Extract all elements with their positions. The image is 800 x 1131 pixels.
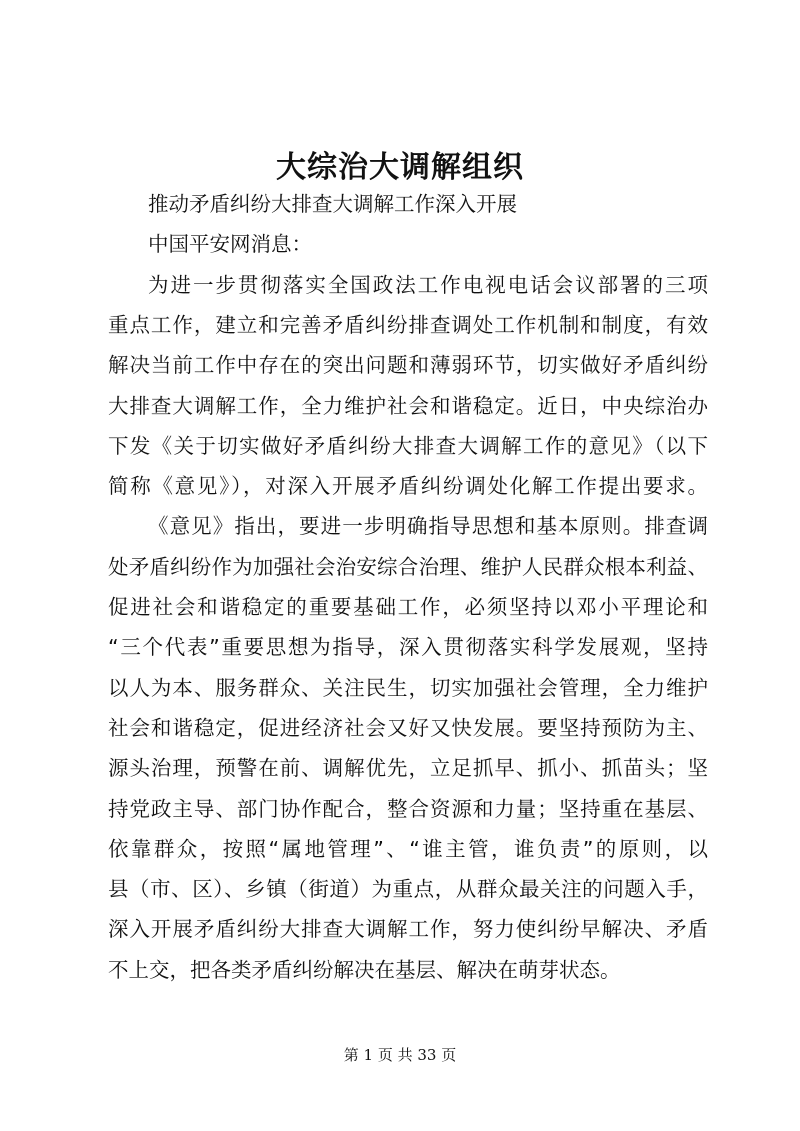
paragraph-line: “三个代表”重要思想为指导，深入贯彻落实科学发展观，坚持 [108, 635, 708, 660]
paragraph-line: 大排查大调解工作，全力维护社会和谐稳定。近日，中央综治办 [108, 393, 708, 418]
paragraph-line: 处矛盾纠纷作为加强社会治安综合治理、维护人民群众根本利益、 [108, 554, 708, 579]
paragraph-line: 促进社会和谐稳定的重要基础工作，必须坚持以邓小平理论和 [108, 595, 708, 619]
paragraph-line: 深入开展矛盾纠纷大排查大调解工作，努力使纠纷早解决、矛盾 [108, 917, 708, 942]
paragraph-line: 重点工作，建立和完善矛盾纠纷排查调处工作机制和制度，有效 [108, 312, 708, 337]
subtitle: 推动矛盾纠纷大排查大调解工作深入开展 [148, 192, 517, 216]
paragraph-line: 解决当前工作中存在的突出问题和薄弱环节，切实做好矛盾纠纷 [108, 353, 708, 378]
paragraph-line: 简称《意见》），对深入开展矛盾纠纷调处化解工作提出要求。 [108, 474, 708, 499]
paragraph-line: 下发《关于切实做好矛盾纠纷大排查大调解工作的意见》（以下 [108, 433, 708, 458]
paragraph-line: 以人为本、服务群众、关注民生，切实加强社会管理，全力维护 [108, 675, 708, 700]
paragraph-line: 依靠群众，按照“属地管理”、“谁主管，谁负责”的原则，以 [108, 836, 708, 861]
paragraph-line: 县（市、区）、乡镇（街道）为重点，从群众最关注的问题入手， [108, 877, 708, 902]
paragraph-line: 不上交，把各类矛盾纠纷解决在基层、解决在萌芽状态。 [108, 957, 621, 982]
paragraph-line: 社会和谐稳定，促进经济社会又好又快发展。要坚持预防为主、 [108, 715, 708, 740]
paragraph-line: 源头治理，预警在前、调解优先，立足抓早、抓小、抓苗头；坚 [108, 756, 708, 781]
page-number: 第 1 页 共 33 页 [343, 1046, 457, 1064]
paragraph-line: 持党政主导、部门协作配合，整合资源和力量；坚持重在基层、 [108, 796, 708, 821]
paragraph-line: 《意见》指出，要进一步明确指导思想和基本原则。排查调 [148, 514, 708, 539]
source-line: 中国平安网消息： [148, 232, 312, 257]
document-title: 大综治大调解组织 [276, 150, 524, 185]
paragraph-line: 为进一步贯彻落实全国政法工作电视电话会议部署的三项 [148, 272, 708, 297]
